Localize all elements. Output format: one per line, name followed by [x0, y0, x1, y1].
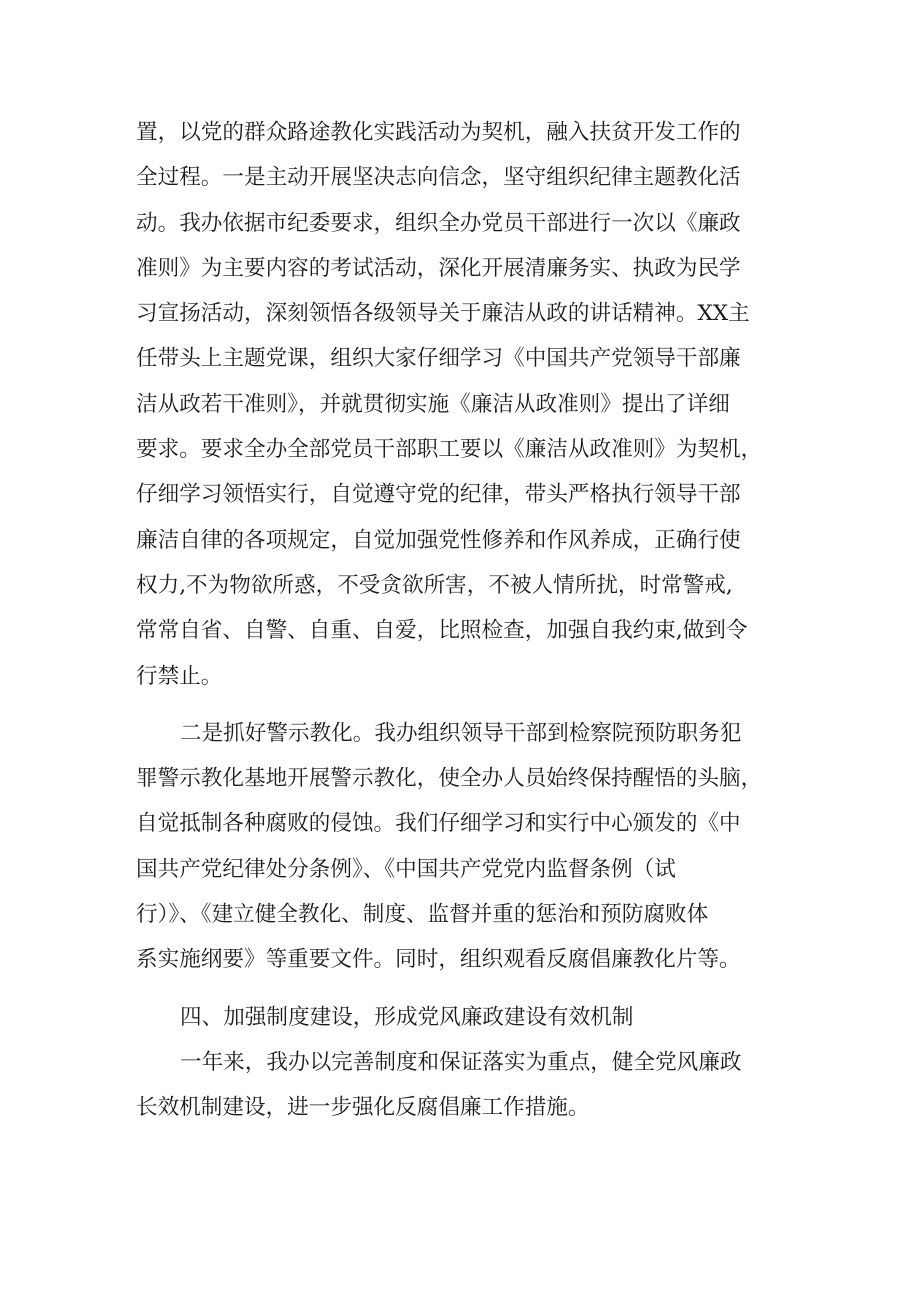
paragraph-line: 长效机制建设，进一步强化反腐倡廉工作措施。 [136, 1095, 590, 1121]
paragraph-line: 权力,不为物欲所惑，不受贪欲所害，不被人情所扰，时常警戒, [136, 572, 733, 598]
paragraph-line: 行禁止。 [136, 663, 223, 689]
paragraph-spacer [136, 699, 796, 711]
paragraph-line: 系实施纲要》等重要文件。同时，组织观看反腐倡廉教化片等。 [136, 947, 741, 973]
section-heading-4 [136, 995, 796, 1040]
paragraph-line: 一年来，我办以完善制度和保证落实为重点，健全党风廉政 [180, 1049, 742, 1075]
paragraph-line: 要求。要求全办全部党员干部职工要以《廉洁从政准则》为契机， [136, 437, 763, 463]
paragraph-line: 准则》为主要内容的考试活动，深化开展清廉务实、执政为民学 [136, 255, 741, 281]
paragraph-line: 行）》、《建立健全教化、制度、监督并重的惩治和预防腐败体 [136, 902, 709, 928]
paragraph-line: 全过程。一是主动开展坚决志向信念，坚守组织纪律主题教化活 [136, 165, 741, 191]
document-body [136, 110, 796, 1131]
paragraph-spacer [136, 983, 796, 995]
paragraph-line: 自觉抵制各种腐败的侵蚀。我们仔细学习和实行中心颁发的《中 [136, 811, 741, 837]
paragraph-line: 任带头上主题党课，组织大家仔细学习《中国共产党领导干部廉 [136, 346, 741, 372]
paragraph-line: 国共产党纪律处分条例》、《中国共产党党内监督条例（试 [136, 856, 676, 882]
paragraph-line: 习宣扬活动，深刻领悟各级领导关于廉洁从政的讲话精神。XX主 [136, 301, 750, 327]
paragraph-line: 廉洁自律的各项规定，自觉加强党性修养和作风养成，正确行使 [136, 527, 741, 553]
paragraph-line: 置，以党的群众路途教化实践活动为契机，融入扶贫开发工作的 [136, 120, 741, 145]
paragraph-2 [136, 711, 796, 983]
paragraph-3 [136, 1040, 796, 1131]
section-heading: 四、加强制度建设，形成党风廉政建设有效机制 [180, 1004, 634, 1030]
paragraph-line: 二是抓好警示教化。我办组织领导干部到检察院预防职务犯 [180, 720, 742, 746]
paragraph-line: 动。我办依据市纪委要求，组织全办党员干部进行一次以《廉政 [136, 210, 741, 236]
paragraph-line: 罪警示教化基地开展警示教化，使全办人员始终保持醒悟的头脑， [136, 766, 763, 792]
paragraph-line: 常常自省、自警、自重、自爱，比照检查，加强自我约束,做到令 [136, 618, 748, 644]
paragraph-line: 仔细学习领悟实行，自觉遵守党的纪律，带头严格执行领导干部 [136, 482, 741, 508]
paragraph-line: 洁从政若干准则》，并就贯彻实施《廉洁从政准则》提出了详细 [136, 391, 730, 417]
paragraph-1 [136, 110, 796, 699]
